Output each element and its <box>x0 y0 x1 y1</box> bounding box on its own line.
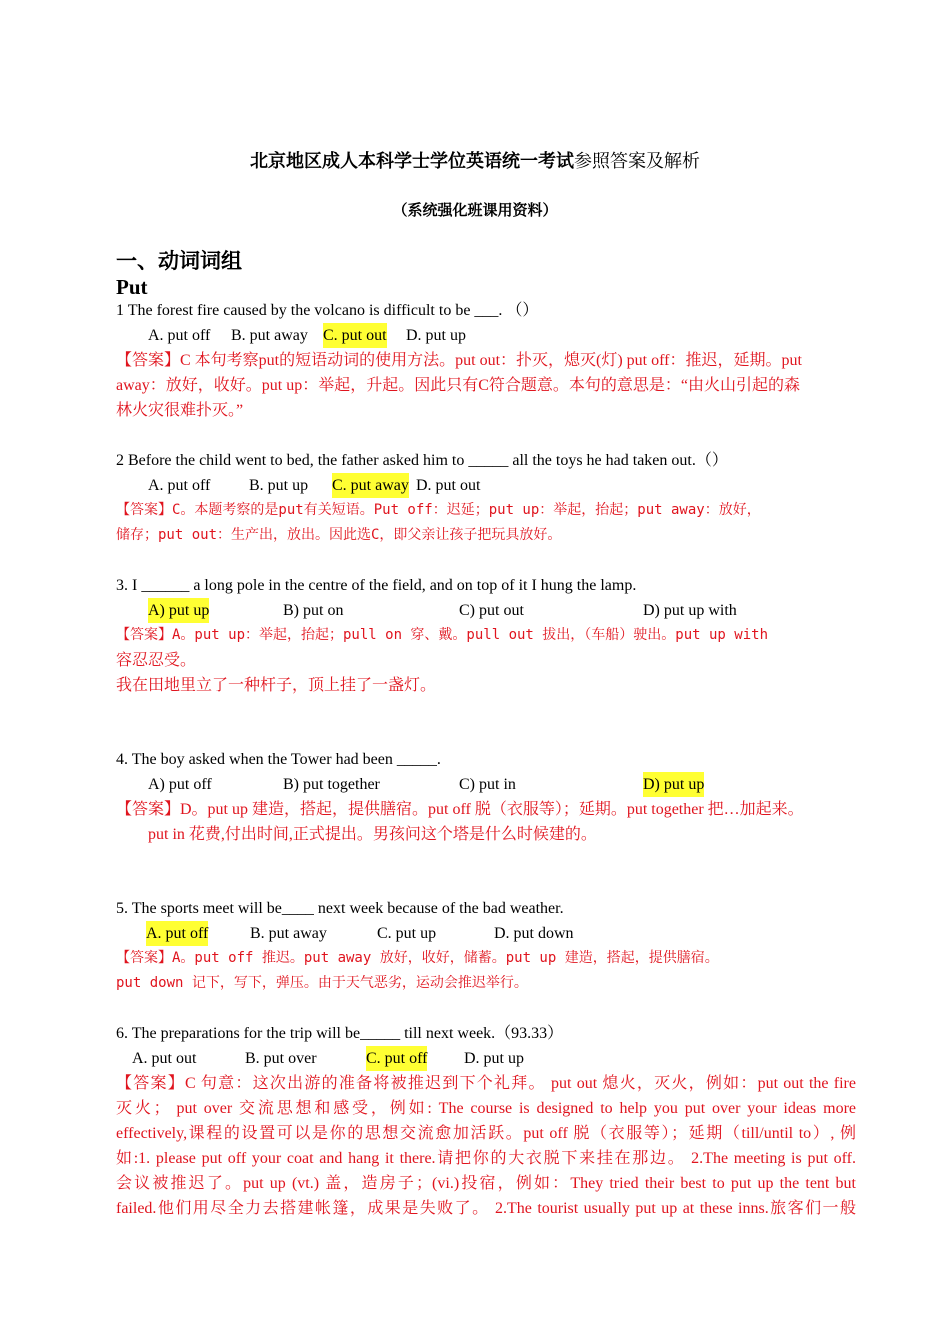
question-5-text: 5. The sports meet will be____ next week because of the bad weather. <box>116 900 564 917</box>
q3-answer-line-1: 【答案】A。put up：举起，抬起；pull on 穿、戴。pull out 拔出，（车船）驶出。put up with <box>116 627 769 643</box>
q3-option-a-correct: A) put up <box>148 598 209 623</box>
q3-option-d: D) put up with <box>643 602 737 619</box>
q2-option-a: A. put off <box>148 477 211 494</box>
question-4-text: 4. The boy asked when the Tower had been _____. <box>116 751 441 768</box>
q1-option-c-correct: C. put out <box>323 323 387 348</box>
q4-option-a: A) put off <box>148 776 212 793</box>
question-2-text: 2 Before the child went to bed, the father asked him to _____ all the toys he had taken out.（） <box>116 452 728 469</box>
q4-answer-line-1: 【答案】D。put up 建造，搭起，提供膳宿。put off 脱（衣服等）；延期。put together 把…加起来。 <box>116 801 804 818</box>
q3-option-b: B) put on <box>283 602 344 619</box>
q2-option-c-correct: C. put away <box>332 473 409 498</box>
q6-answer-line-3: effectively,课程的设置可以是你的思想交流愈加活跃。put off 脱（衣服等）；延期（till/until to）, 例 <box>116 1125 856 1142</box>
q3-answer-line-3: 我在田地里立了一种杆子，顶上挂了一盏灯。 <box>116 677 437 694</box>
q4-option-b: B) put together <box>283 776 380 793</box>
section-heading: 一、动词词组 <box>116 249 242 273</box>
q1-option-a: A. put off <box>148 327 211 344</box>
q2-answer-line-2: 储存；put out：生产出，放出。因此选C，即父亲让孩子把玩具放好。 <box>116 527 562 543</box>
q2-answer-line-1: 【答案】C。本题考察的是put有关短语。Put off：迟延；put up：举起，抬起；put away：放好， <box>116 502 761 518</box>
q2-option-d: D. put out <box>416 477 481 494</box>
q1-answer-line-1: 【答案】C 本句考察put的短语动词的使用方法。put out：扑灭，熄灭(灯) put off：推迟，延期。put <box>116 352 802 369</box>
q6-answer-line-4: 如:1. please put off your coat and hang it there.请把你的大衣脱下来挂在那边。 2.The meeting is put off. <box>116 1150 856 1167</box>
q4-option-d-correct: D) put up <box>643 772 704 797</box>
document-title <box>0 148 950 174</box>
q6-answer-line-5: 会议被推迟了。put up (vt.) 盖，造房子；(vi.)投宿，例如：They tried their best to put up the tent but <box>116 1175 856 1192</box>
question-6-text: 6. The preparations for the trip will be_____ till next week.（93.33） <box>116 1025 564 1042</box>
q5-option-b: B. put away <box>250 925 327 942</box>
q5-answer-line-2: put down 记下，写下，弹压。由于天气恶劣，运动会推迟举行。 <box>116 975 528 991</box>
q4-option-c: C) put in <box>459 776 516 793</box>
q5-answer-line-1: 【答案】A。put off 推迟。put away 放好，收好，储蓄。put up 建造，搭起，提供膳宿。 <box>116 950 719 966</box>
q6-option-b: B. put over <box>245 1050 317 1067</box>
question-3-text: 3. I ______ a long pole in the centre of the field, and on top of it I hung the lamp. <box>116 577 637 594</box>
q6-answer-line-1: 【答案】C 句意：这次出游的准备将被推迟到下个礼拜。 put out 熄火，灭火，例如：put out the fire <box>116 1075 856 1092</box>
title-bold: 北京地区成人本科学士学位英语统一考试 <box>250 151 574 171</box>
q5-option-d: D. put down <box>494 925 574 942</box>
q4-answer-line-2: put in 花费,付出时间,正式提出。男孩问这个塔是什么时候建的。 <box>148 826 597 843</box>
q6-answer-line-2: 灭火； put over 交流思想和感受，例如: The course is designed to help you put over your ideas more <box>116 1100 856 1117</box>
q6-option-a: A. put out <box>132 1050 197 1067</box>
question-1-text: 1 The forest fire caused by the volcano is difficult to be ___. （） <box>116 302 539 319</box>
q3-answer-line-2: 容忍忍受。 <box>116 652 197 669</box>
q5-option-a-correct: A. put off <box>146 921 208 946</box>
q3-option-c: C) put out <box>459 602 524 619</box>
q5-option-c: C. put up <box>377 925 437 942</box>
q6-option-d: D. put up <box>464 1050 524 1067</box>
subsection-heading: Put <box>116 275 148 299</box>
document-subtitle: （系统强化班课用资料） <box>392 203 558 219</box>
q1-option-d: D. put up <box>406 327 466 344</box>
q1-option-b: B. put away <box>231 327 308 344</box>
q6-answer-line-6: failed.他们用尽全力去搭建帐篷，成果是失败了。 2.The tourist usually put up at these inns.旅客们一般 <box>116 1200 856 1217</box>
q1-answer-line-3: 林火灾很难扑灭。” <box>116 402 244 419</box>
q6-option-c-correct: C. put off <box>366 1046 427 1071</box>
title-rest: 参照答案及解析 <box>574 151 700 171</box>
q2-option-b: B. put up <box>249 477 309 494</box>
q1-answer-line-2: away：放好，收好。put up：举起，升起。因此只有C符合题意。本句的意思是：“由火山引起的森 <box>116 377 800 394</box>
